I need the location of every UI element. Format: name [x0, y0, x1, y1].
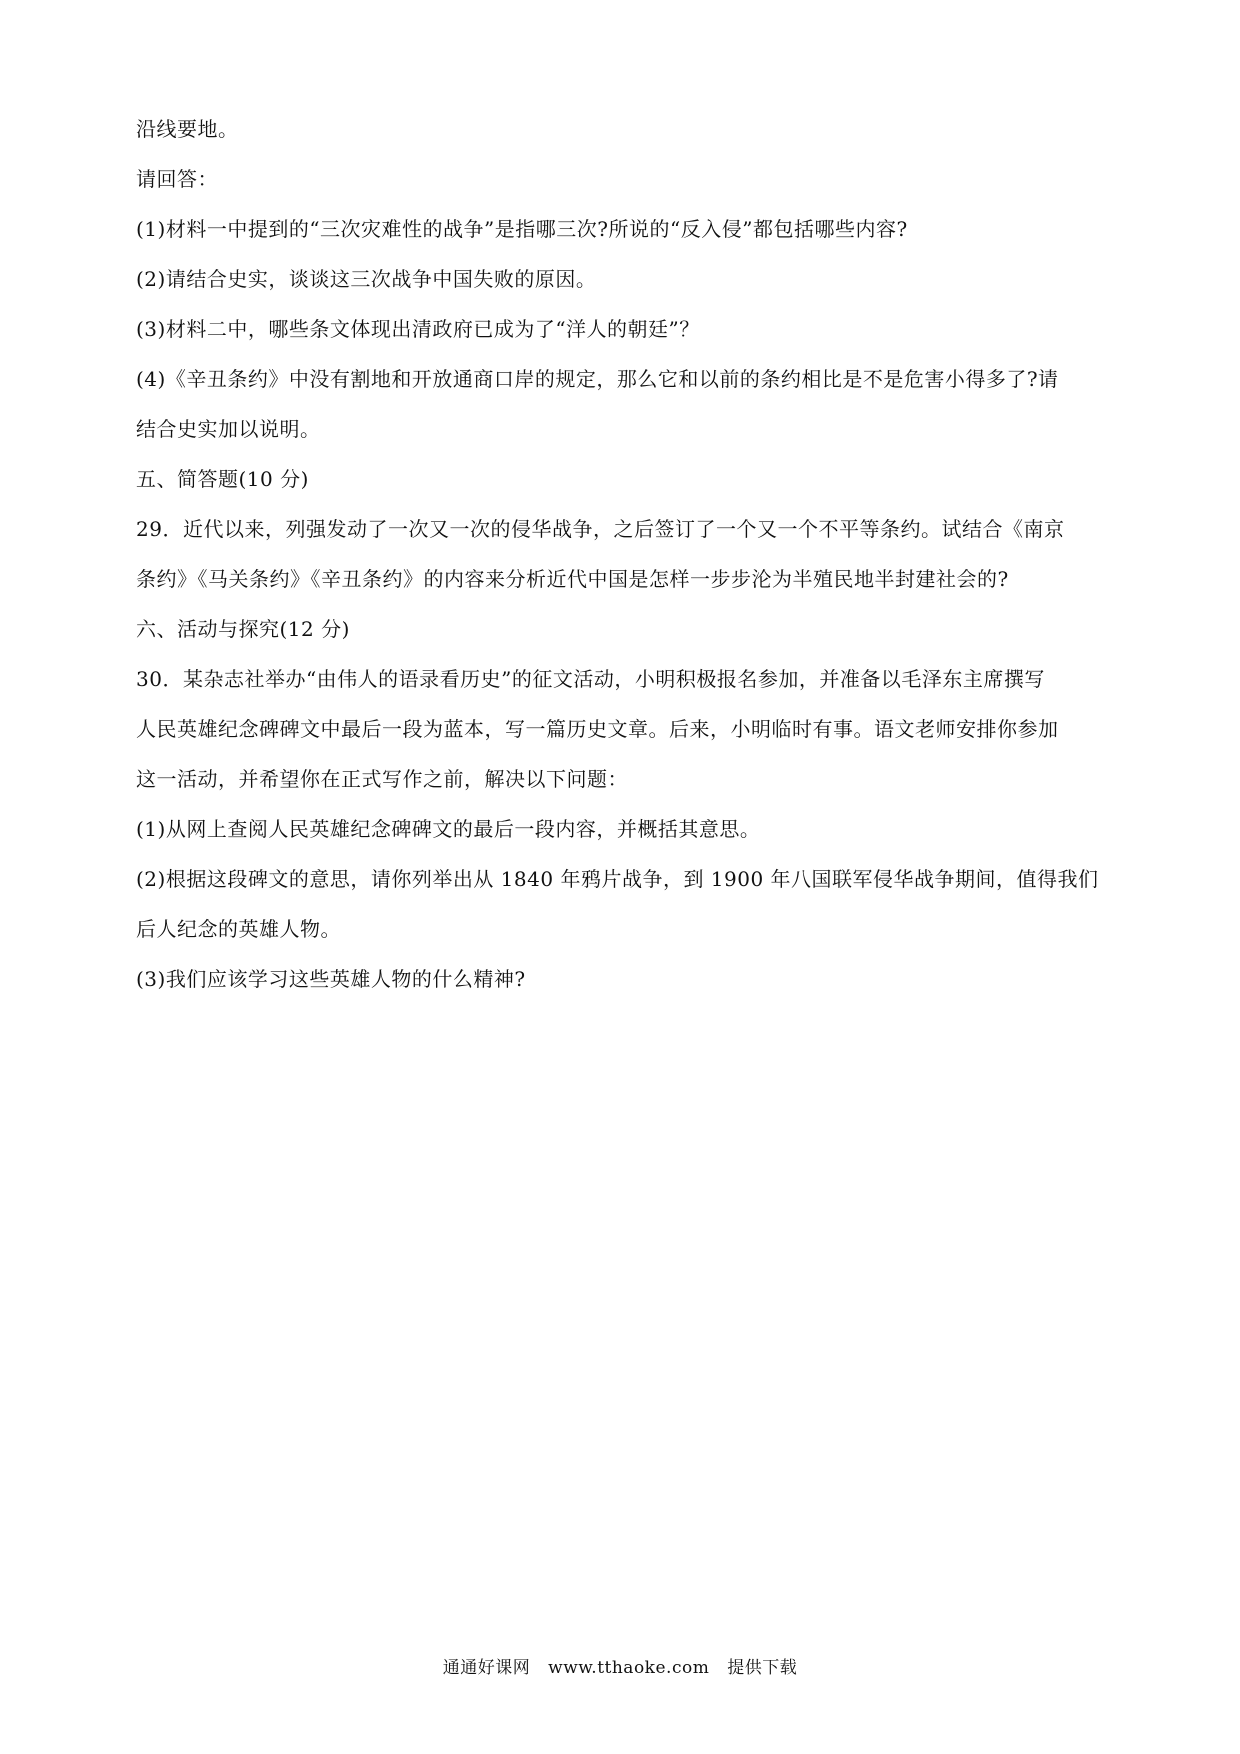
subquestion-30-2: (2)根据这段碑文的意思，请你列举出从 1840 年鸦片战争，到 1900 年八国联军侵华战争期间，值得我们 — [136, 867, 1099, 891]
question-30-continued-2: 这一活动，并希望你在正式写作之前，解决以下问题： — [136, 767, 628, 791]
question-4: (4)《辛丑条约》中没有割地和开放通商口岸的规定，那么它和以前的条约相比是不是危害小得多了?请 — [136, 367, 1059, 391]
text-line: 沿线要地。 — [136, 117, 239, 141]
section-heading-5: 五、简答题(10 分) — [136, 467, 309, 491]
prompt-line: 请回答： — [136, 167, 218, 191]
question-29-continued: 条约》《马关条约》《辛丑条约》的内容来分析近代中国是怎样一步步沦为半殖民地半封建社会的? — [136, 567, 1009, 591]
question-3: (3)材料二中，哪些条文体现出清政府已成为了“洋人的朝廷”？ — [136, 317, 700, 341]
footer-site-name: 通通好课网 — [442, 1658, 531, 1678]
subquestion-30-3: (3)我们应该学习这些英雄人物的什么精神? — [136, 967, 526, 991]
subquestion-30-1: (1)从网上查阅人民英雄纪念碑碑文的最后一段内容，并概括其意思。 — [136, 817, 761, 841]
question-30: 30．某杂志社举办“由伟人的语录看历史”的征文活动，小明积极报名参加，并准备以毛泽东主席撰写 — [136, 667, 1045, 691]
question-1: (1)材料一中提到的“三次灾难性的战争”是指哪三次?所说的“反入侵”都包括哪些内容? — [136, 217, 908, 241]
question-2: (2)请结合史实，谈谈这三次战争中国失败的原因。 — [136, 267, 597, 291]
document-body — [136, 104, 1126, 1004]
question-30-continued-1: 人民英雄纪念碑碑文中最后一段为蓝本，写一篇历史文章。后来，小明临时有事。语文老师安排你参加 — [136, 717, 1059, 741]
section-heading-6: 六、活动与探究(12 分) — [136, 617, 350, 641]
footer-url[interactable]: www.tthaoke.com — [548, 1658, 710, 1678]
page-footer — [0, 1654, 1240, 1682]
question-29: 29．近代以来，列强发动了一次又一次的侵华战争，之后签订了一个又一个不平等条约。试结合《南京 — [136, 517, 1065, 541]
subquestion-30-2-continued: 后人纪念的英雄人物。 — [136, 917, 341, 941]
footer-suffix: 提供下载 — [727, 1658, 798, 1678]
question-4-continued: 结合史实加以说明。 — [136, 417, 321, 441]
